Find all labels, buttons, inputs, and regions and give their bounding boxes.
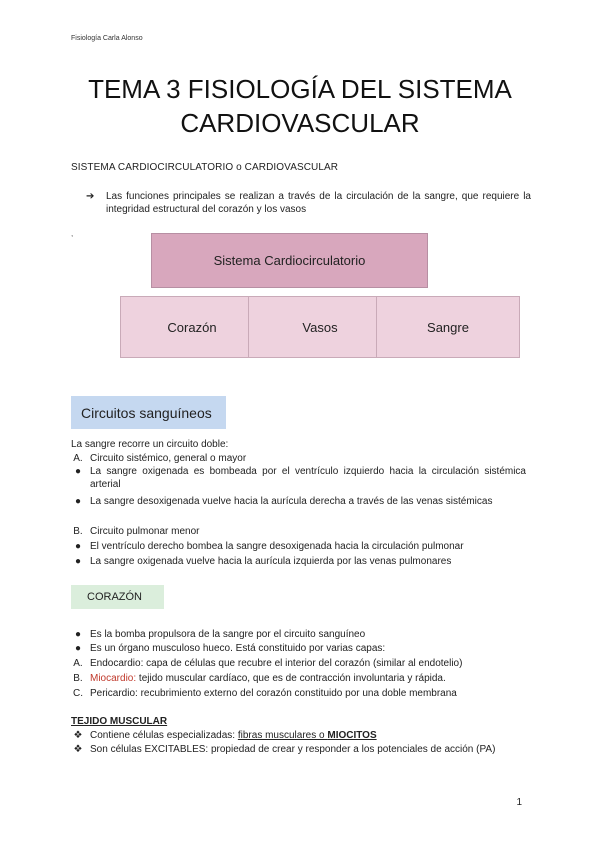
list-text: Son células EXCITABLES: propiedad de crear y responder a los potenciales de acción (PA) (90, 744, 496, 755)
list-marker: A. (73, 658, 83, 669)
list-item (73, 525, 526, 538)
stray-mark: , (71, 229, 74, 238)
corazon-heading: CORAZÓN (71, 585, 164, 609)
circuits-lead: La sangre recorre un circuito doble: (71, 439, 229, 450)
list-text: La sangre oxigenada es bombeada por el ventrículo izquierdo hacia la circulación sistémica arterial (90, 466, 526, 490)
bullet-icon: ● (74, 643, 82, 654)
arrow-icon: ➔ (86, 191, 95, 202)
page-title (0, 72, 600, 140)
list-item (73, 687, 526, 700)
intro-item (86, 190, 531, 216)
list-text: El ventrículo derecho bombea la sangre desoxigenada hacia la circulación pulmonar (90, 541, 464, 552)
diagram-node-vasos: Vasos (248, 296, 392, 358)
list-marker: B. (73, 673, 83, 684)
list-marker: A. (73, 453, 83, 464)
list-item (73, 672, 526, 685)
list-item (73, 743, 526, 756)
page-number: 1 (516, 797, 522, 808)
list-text: Es un órgano musculoso hueco. Está constituido por varias capas: (90, 643, 386, 654)
page-header: Fisiología Carla Alonso (71, 35, 143, 42)
bullet-icon: ● (74, 496, 82, 507)
diagram-node-sangre: Sangre (376, 296, 520, 358)
bullet-icon: ● (74, 541, 82, 552)
list-item (74, 465, 526, 491)
miocitos-term: MIOCITOS (327, 730, 377, 741)
list-text: Circuito sistémico, general o mayor (90, 453, 247, 464)
list-item (73, 657, 526, 670)
fibras-term: fibras musculares o (237, 730, 328, 741)
bullet-icon: ● (74, 629, 82, 640)
list-text: La sangre desoxigenada vuelve hacia la aurícula derecha a través de las venas sistémicas (90, 496, 493, 507)
list-text: La sangre oxigenada vuelve hacia la aurícula izquierda por las venas pulmonares (90, 556, 452, 567)
list-marker: B. (73, 526, 83, 537)
list-marker: C. (73, 688, 83, 699)
list-item (74, 495, 526, 508)
diagram-root-node: Sistema Cardiocirculatorio (151, 233, 428, 288)
list-item (74, 540, 526, 553)
list-item (74, 628, 526, 641)
title-line-1: TEMA 3 FISIOLOGÍA DEL SISTEMA (88, 74, 512, 104)
tejido-heading: TEJIDO MUSCULAR (71, 716, 168, 727)
list-text: Circuito pulmonar menor (90, 526, 200, 537)
diamond-bullet-icon: ❖ (73, 744, 83, 755)
title-line-2: CARDIOVASCULAR (180, 108, 420, 138)
bullet-icon: ● (74, 466, 82, 477)
list-text: Endocardio: capa de células que recubre el interior del corazón (similar al endotelio) (90, 658, 463, 669)
diagram-node-corazon: Corazón (120, 296, 264, 358)
list-item (73, 729, 526, 742)
list-text: Contiene células especializadas: (90, 730, 238, 741)
list-text: tejido muscular cardíaco, que es de contracción involuntaria y rápida. (136, 673, 446, 684)
list-text: Es la bomba propulsora de la sangre por el circuito sanguíneo (90, 629, 366, 640)
list-item (74, 555, 526, 568)
list-item (74, 642, 526, 655)
miocardio-term: Miocardio: (90, 673, 137, 684)
diamond-bullet-icon: ❖ (73, 730, 83, 741)
bullet-icon: ● (74, 556, 82, 567)
list-text: Pericardio: recubrimiento externo del corazón constituido por una doble membrana (90, 688, 457, 699)
intro-text: Las funciones principales se realizan a través de la circulación de la sangre, que requiere la integridad estructural del corazón y los vasos (106, 191, 531, 215)
section-heading: SISTEMA CARDIOCIRCULATORIO o CARDIOVASCULAR (71, 162, 339, 173)
list-item (73, 452, 526, 465)
circuits-heading: Circuitos sanguíneos (71, 396, 226, 429)
